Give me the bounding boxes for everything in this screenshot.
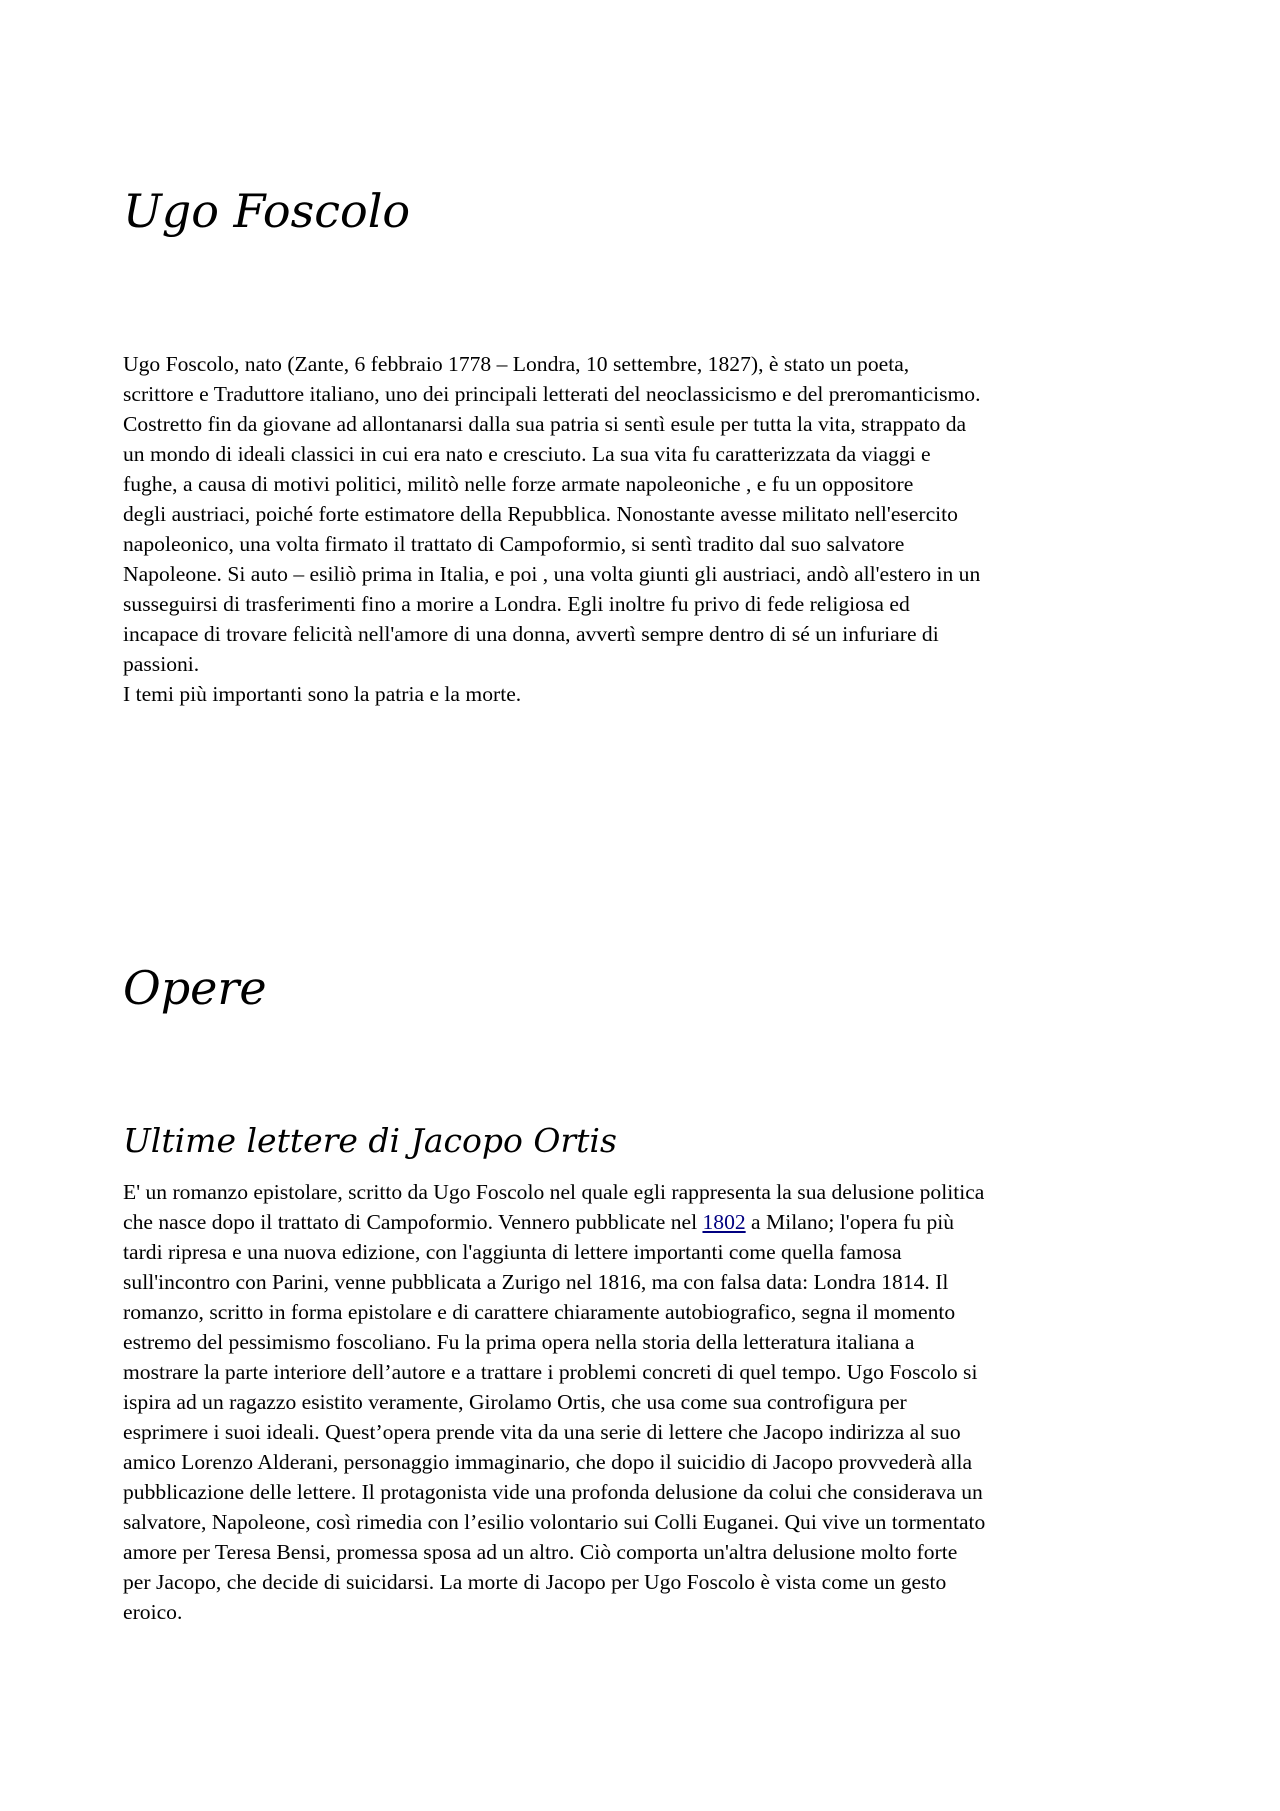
ortis-line: ispira ad un ragazzo esistito veramente, Girolamo Ortis, che usa come sua controfigura per bbox=[123, 1390, 907, 1414]
intro-line: I temi più importanti sono la patria e la morte. bbox=[123, 682, 522, 706]
ortis-line: salvatore, Napoleone, così rimedia con l’esilio volontario sui Colli Euganei. Qui vive un tormentato bbox=[123, 1510, 986, 1534]
ortis-line: estremo del pessimismo foscoliano. Fu la prima opera nella storia della letteratura italiana a bbox=[123, 1330, 915, 1354]
intro-line: susseguirsi di trasferimenti fino a morire a Londra. Egli inoltre fu privo di fede religiosa ed bbox=[123, 592, 910, 616]
intro-line: scrittore e Traduttore italiano, uno dei principali letterati del neoclassicismo e del preromanticismo. bbox=[123, 382, 981, 406]
ortis-line: tardi ripresa e una nuova edizione, con l'aggiunta di lettere importanti come quella famosa bbox=[123, 1240, 902, 1264]
ortis-line bbox=[123, 1207, 1183, 1237]
intro-line: degli austriaci, poiché forte estimatore della Repubblica. Nonostante avesse militato nell'esercito bbox=[123, 502, 958, 526]
intro-paragraph bbox=[123, 349, 1183, 709]
ortis-line: romanzo, scritto in forma epistolare e di carattere chiaramente autobiografico, segna il momento bbox=[123, 1300, 956, 1324]
ortis-line: sull'incontro con Parini, venne pubblicata a Zurigo nel 1816, ma con falsa data: Londra 1814. Il bbox=[123, 1270, 949, 1294]
ortis-line: eroico. bbox=[123, 1600, 183, 1624]
ortis-line: amore per Teresa Bensi, promessa sposa ad un altro. Ciò comporta un'altra delusione molto forte bbox=[123, 1540, 958, 1564]
ortis-paragraph bbox=[123, 1177, 1183, 1627]
intro-line: fughe, a causa di motivi politici, militò nelle forze armate napoleoniche , e fu un oppositore bbox=[123, 472, 914, 496]
ortis-line: esprimere i suoi ideali. Quest’opera prende vita da una serie di lettere che Jacopo indirizza al suo bbox=[123, 1420, 961, 1444]
intro-line: napoleonico, una volta firmato il trattato di Campoformio, si sentì tradito dal suo salvatore bbox=[123, 532, 905, 556]
ortis-line-text: a Milano; l'opera fu più bbox=[745, 1210, 955, 1234]
ortis-line: mostrare la parte interiore dell’autore e a trattare i problemi concreti di quel tempo. Ugo Foscolo si bbox=[123, 1360, 978, 1384]
ortis-line: pubblicazione delle lettere. Il protagonista vide una profonda delusione da colui che considerava un bbox=[123, 1480, 983, 1504]
ortis-line: amico Lorenzo Alderani, personaggio immaginario, che dopo il suicidio di Jacopo provvederà alla bbox=[123, 1450, 973, 1474]
page-title: Ugo Foscolo bbox=[123, 184, 411, 238]
subsection-heading-ortis: Ultime lettere di Jacopo Ortis bbox=[123, 1121, 617, 1160]
intro-line: Costretto fin da giovane ad allontanarsi dalla sua patria si sentì esule per tutta la vita, strappato da bbox=[123, 412, 967, 436]
intro-line: Napoleone. Si auto – esiliò prima in Italia, e poi , una volta giunti gli austriaci, andò all'estero in un bbox=[123, 562, 981, 586]
intro-line: incapace di trovare felicità nell'amore di una donna, avvertì sempre dentro di sé un infuriare di bbox=[123, 622, 939, 646]
intro-line: Ugo Foscolo, nato (Zante, 6 febbraio 1778 – Londra, 10 settembre, 1827), è stato un poeta, bbox=[123, 352, 910, 376]
intro-line: passioni. bbox=[123, 652, 200, 676]
ortis-line: per Jacopo, che decide di suicidarsi. La morte di Jacopo per Ugo Foscolo è vista come un gesto bbox=[123, 1570, 947, 1594]
ortis-line: E' un romanzo epistolare, scritto da Ugo Foscolo nel quale egli rappresenta la sua delusione politica bbox=[123, 1180, 985, 1204]
section-heading-opere: Opere bbox=[123, 961, 267, 1015]
ortis-line-text: che nasce dopo il trattato di Campoformio. Vennero pubblicate nel bbox=[123, 1210, 703, 1234]
intro-line: un mondo di ideali classici in cui era nato e cresciuto. La sua vita fu caratterizzata da viaggi e bbox=[123, 442, 931, 466]
year-1802-link[interactable]: 1802 bbox=[702, 1210, 746, 1234]
